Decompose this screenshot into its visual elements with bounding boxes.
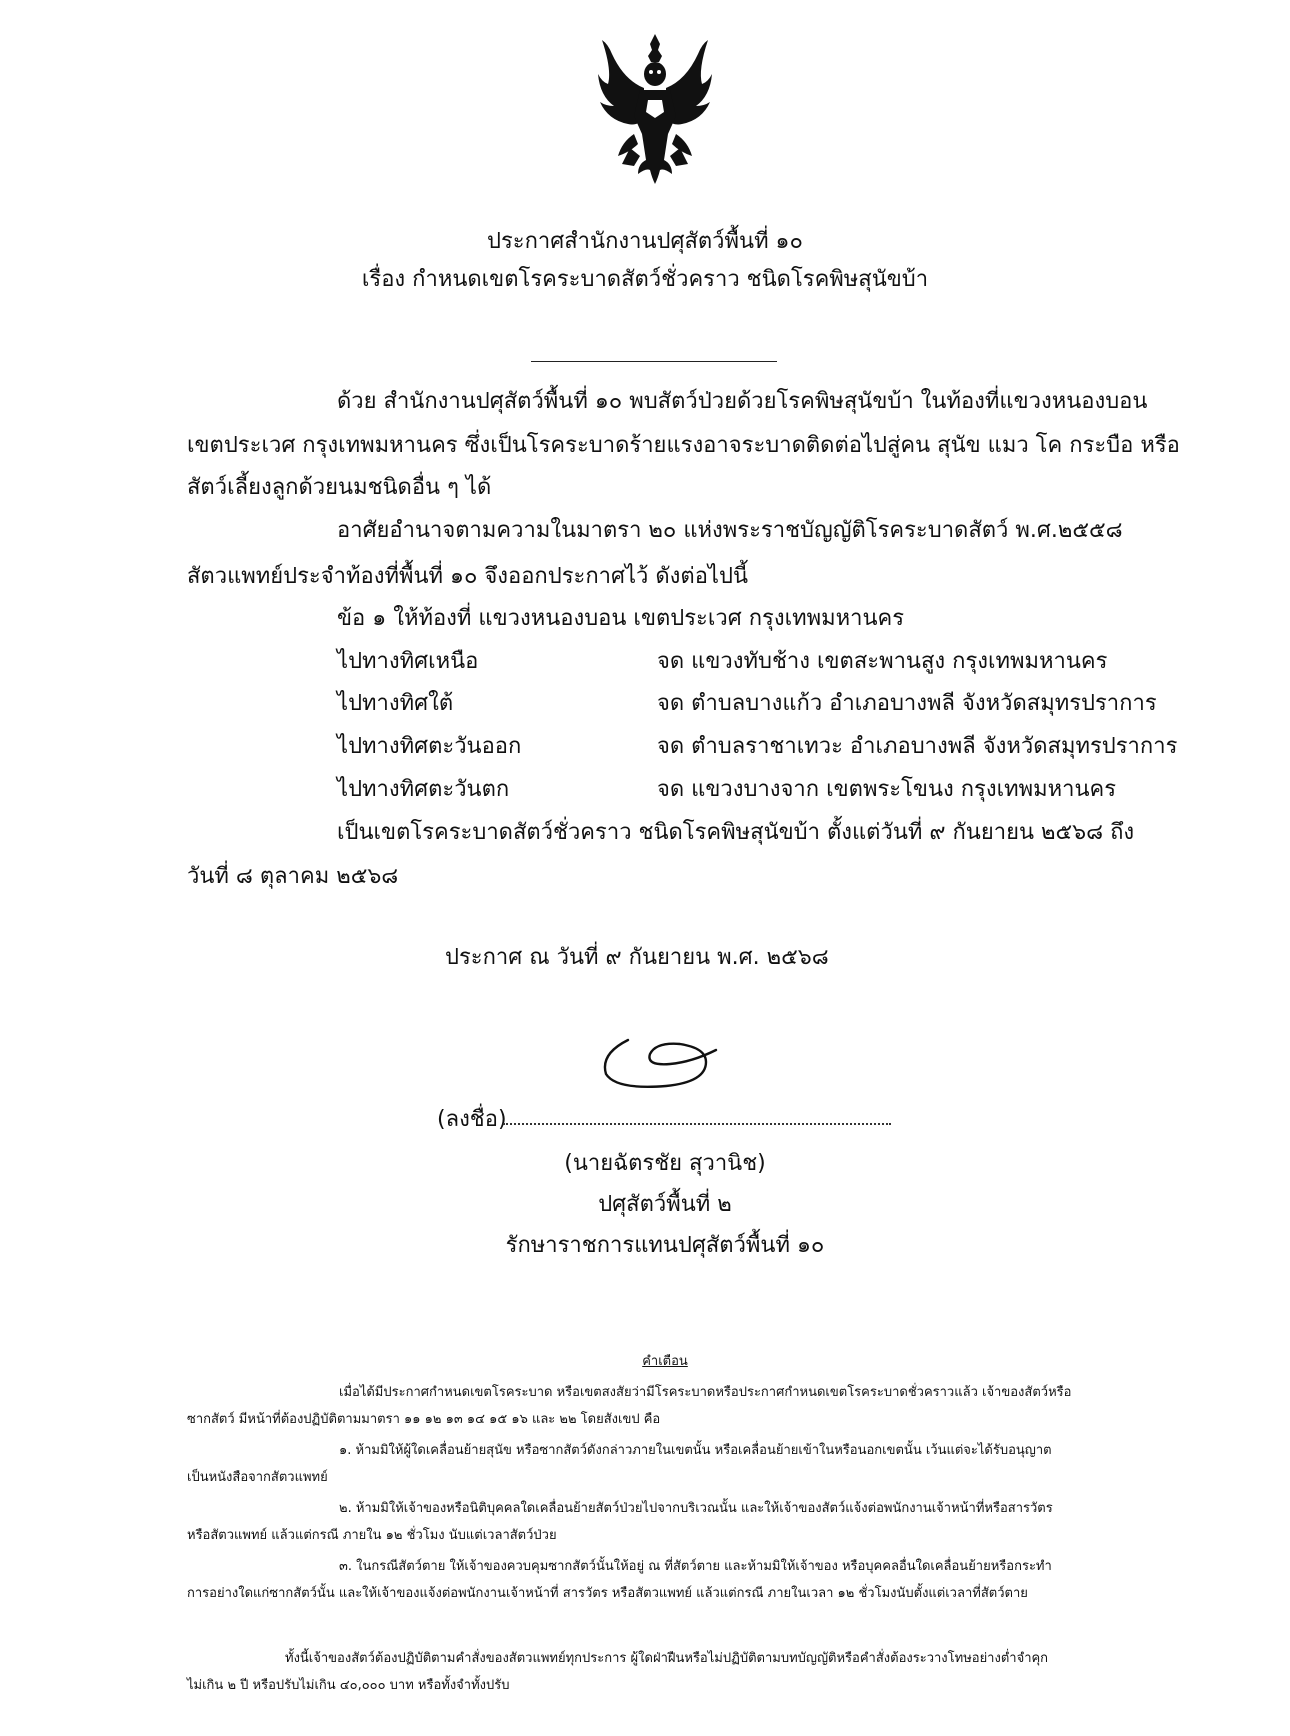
body-paragraph-3-line-1: เป็นเขตโรคระบาดสัตว์ชั่วคราว ชนิดโรคพิษสุนัขบ้า ตั้งแต่วันที่ ๙ กันยายน ๒๕๖๘ ถึง [337,820,1135,845]
boundary-direction-north: ไปทางทิศเหนือ [337,649,479,674]
body-paragraph-1-line-3: สัตว์เลี้ยงลูกด้วยนมชนิดอื่น ๆ ได้ [187,475,492,500]
boundary-direction-south: ไปทางทิศใต้ [337,691,454,716]
body-paragraph-3-line-2: วันที่ ๘ ตุลาคม ๒๕๖๘ [187,864,399,889]
signatory-name: (นายฉัตรชัย สุวานิช) [564,1151,766,1176]
warning-intro-line-1: เมื่อได้มีประกาศกำหนดเขตโรคระบาด หรือเขตสงสัยว่ามีโรคระบาดหรือประกาศกำหนดเขตโรคระบาดชั่วคราวแล้ว เจ้าของสัตว์หรือ [339,1385,1072,1400]
body-paragraph-1-line-1: ด้วย สำนักงานปศุสัตว์พื้นที่ ๑๐ พบสัตว์ป่วยด้วยโรคพิษสุนัขบ้า ในท้องที่แขวงหนองบอน [337,389,1148,414]
handwritten-signature [598,1030,748,1090]
boundary-direction-east: ไปทางทิศตะวันออก [337,734,522,759]
warning-rule-3-line-2: การอย่างใดแก่ซากสัตว์นั้น และให้เจ้าของแจ้งต่อพนักงานเจ้าหน้าที่ สารวัตร หรือสัตวแพทย์ แล้วแต่กรณี ภายในเวลา ๑๒ ชั่วโมงนับตั้งแต่เวลาที่สัตว์ตาย [187,1586,1028,1601]
warning-rule-1-line-1: ๑. ห้ามมิให้ผู้ใดเคลื่อนย้ายสุนัข หรือซากสัตว์ดังกล่าวภายในเขตนั้น หรือเคลื่อนย้ายเข้าในหรือนอกเขตนั้น เว้นแต่จะได้รับอนุญาต [339,1443,1052,1458]
warning-penalty-line-2: ไม่เกิน ๒ ปี หรือปรับไม่เกิน ๔๐,๐๐๐ บาท หรือทั้งจำทั้งปรับ [187,1678,510,1693]
item-1: ข้อ ๑ ให้ท้องที่ แขวงหนองบอน เขตประเวศ กรุงเทพมหานคร [337,606,905,631]
warning-rule-1-line-2: เป็นหนังสือจากสัตวแพทย์ [187,1470,328,1485]
boundary-adjacent-north: จด แขวงทับช้าง เขตสะพานสูง กรุงเทพมหานคร [657,649,1108,674]
boundary-direction-west: ไปทางทิศตะวันตก [337,777,510,802]
warning-intro-line-2: ซากสัตว์ มีหน้าที่ต้องปฏิบัติตามมาตรา ๑๑ ๑๒ ๑๓ ๑๔ ๑๕ ๑๖ และ ๒๒ โดยสังเขป คือ [187,1412,661,1427]
announcement-title: ประกาศสำนักงานปศุสัตว์พื้นที่ ๑๐ [487,229,803,254]
sign-label: (ลงชื่อ) [437,1107,507,1132]
boundary-adjacent-east: จด ตำบลราชาเทวะ อำเภอบางพลี จังหวัดสมุทรปราการ [657,734,1178,759]
signatory-position: ปศุสัตว์พื้นที่ ๒ [598,1192,732,1217]
boundary-adjacent-west: จด แขวงบางจาก เขตพระโขนง กรุงเทพมหานคร [657,777,1117,802]
warning-rule-2-line-2: หรือสัตวแพทย์ แล้วแต่กรณี ภายใน ๑๒ ชั่วโมง นับแต่เวลาสัตว์ป่วย [187,1528,557,1543]
boundary-adjacent-south: จด ตำบลบางแก้ว อำเภอบางพลี จังหวัดสมุทรปราการ [657,691,1157,716]
announcement-subject: เรื่อง กำหนดเขตโรคระบาดสัตว์ชั่วคราว ชนิดโรคพิษสุนัขบ้า [361,267,929,292]
signature-dotted-line [503,1123,891,1125]
garuda-emblem-icon [590,30,720,190]
warning-rule-2-line-1: ๒. ห้ามมิให้เจ้าของหรือนิติบุคคลใดเคลื่อนย้ายสัตว์ป่วยไปจากบริเวณนั้น และให้เจ้าของสัตว์แจ้งต่อพนักงานเจ้าหน้าที่หรือสารวัตร [339,1501,1053,1516]
body-paragraph-1-line-2: เขตประเวศ กรุงเทพมหานคร ซึ่งเป็นโรคระบาดร้ายแรงอาจระบาดติดต่อไปสู่คน สุนัข แมว โค กระบือ หรือ [187,433,1180,458]
warning-rule-3-line-1: ๓. ในกรณีสัตว์ตาย ให้เจ้าของควบคุมซากสัตว์นั้นให้อยู่ ณ ที่สัตว์ตาย และห้ามมิให้เจ้าของ หรือบุคคลอื่นใดเคลื่อนย้ายหรือกระทำ [339,1559,1052,1574]
body-paragraph-2-line-1: อาศัยอำนาจตามความในมาตรา ๒๐ แห่งพระราชบัญญัติโรคระบาดสัตว์ พ.ศ.๒๕๕๘ [337,518,1123,543]
signatory-acting-position: รักษาราชการแทนปศุสัตว์พื้นที่ ๑๐ [505,1233,825,1258]
announce-date: ประกาศ ณ วันที่ ๙ กันยายน พ.ศ. ๒๕๖๘ [445,945,829,970]
title-divider [531,361,777,362]
warning-penalty-line-1: ทั้งนี้เจ้าของสัตว์ต้องปฏิบัติตามคำสั่งของสัตวแพทย์ทุกประการ ผู้ใดฝ่าฝืนหรือไม่ปฏิบัติตามบทบัญญัติหรือคำสั่งต้องระวางโทษอย่างต่ำจำคุก [285,1651,1049,1666]
warning-title: คำเตือน [642,1354,688,1369]
body-paragraph-2-line-2: สัตวแพทย์ประจำท้องที่พื้นที่ ๑๐ จึงออกประกาศไว้ ดังต่อไปนี้ [187,564,748,589]
